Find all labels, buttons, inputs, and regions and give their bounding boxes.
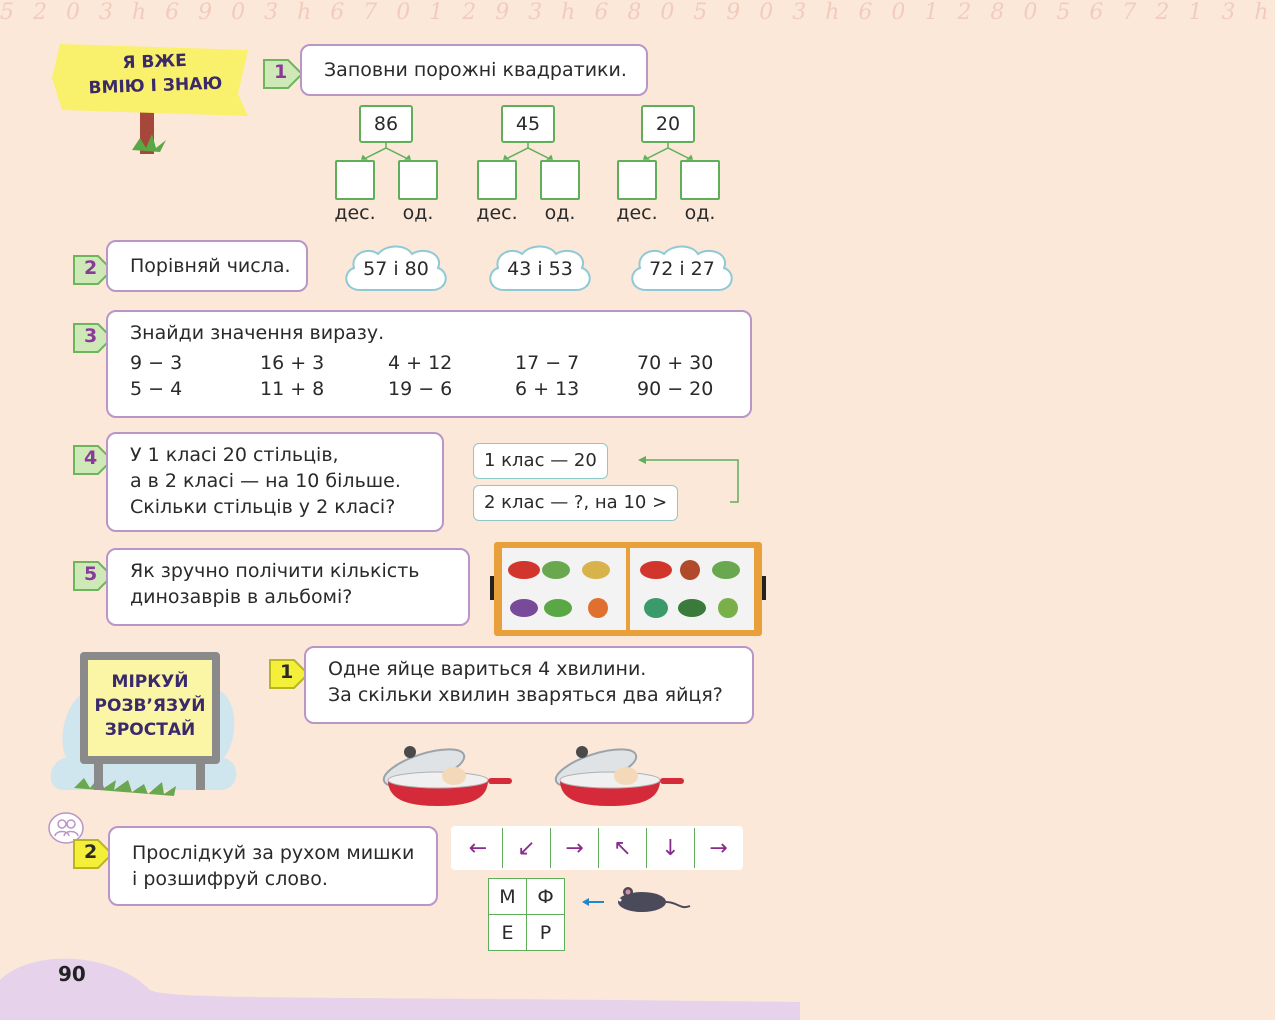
task-number-tag: 2: [72, 252, 112, 284]
expression: 17 − 7: [515, 352, 580, 374]
egg-pot-icon: [536, 738, 696, 808]
header-sign: [52, 44, 252, 154]
compare-cloud: 43 і 53: [484, 242, 596, 296]
task2-card: [106, 240, 308, 292]
puzzle-number-tag: 1: [268, 656, 308, 688]
expression: 5 − 4: [130, 378, 183, 400]
number-box: 45: [501, 105, 555, 143]
puzzle2-line: Прослідкуй за рухом мишки: [132, 842, 415, 864]
short-note-1: 1 клас — 20: [473, 443, 608, 479]
egg-pot-icon: [364, 738, 524, 808]
sign-line-2: ВМІЮ І ЗНАЮ: [88, 73, 223, 99]
expression: 16 + 3: [260, 352, 325, 374]
task-number-tag: 1: [262, 56, 302, 88]
expression: 19 − 6: [388, 378, 453, 400]
task-number-tag: 5: [72, 558, 112, 590]
task1-text: Заповни порожні квадратики.: [324, 59, 627, 81]
tens-answer-box[interactable]: [335, 160, 375, 200]
tens-answer-box[interactable]: [617, 160, 657, 200]
arrow-down-left-icon: ↙: [502, 828, 550, 868]
ones-answer-box[interactable]: [540, 160, 580, 200]
expression: 11 + 8: [260, 378, 325, 400]
number-box: 86: [359, 105, 413, 143]
ones-label: од.: [544, 202, 576, 224]
puzzle1-line: За скільки хвилин зваряться два яйця?: [328, 684, 723, 706]
short-note-2: 2 клас — ?, на 10 >: [473, 485, 678, 521]
task4-line: Скільки стільців у 2 класі?: [130, 496, 396, 518]
footer-wave: [0, 940, 800, 1020]
compare-cloud: 72 і 27: [626, 242, 738, 296]
task3-text: Знайди значення виразу.: [130, 322, 385, 344]
task-number-tag: 3: [72, 320, 112, 352]
page-number: 90: [58, 962, 86, 986]
task-number-tag: 4: [72, 442, 112, 474]
mouse-icon: [582, 880, 692, 916]
arrow-down-icon: ↓: [646, 828, 694, 868]
sign-line-1: Я ВЖЕ: [122, 50, 188, 74]
ones-answer-box[interactable]: [680, 160, 720, 200]
dinosaur-album-image: [490, 542, 766, 636]
task5-line: динозаврів в альбомі?: [130, 586, 353, 608]
puzzle2-card: [108, 826, 438, 906]
background-digits-pattern: 5 2 0 3 h 6 9 0 3 h 6 7 0 1 2 9 3 h 6 8 0 5 9 0 3 h 6 0 1 2 8 0 5 6 7 2 1 3 h: [0, 0, 1275, 25]
task4-line: У 1 класі 20 стільців,: [130, 444, 339, 466]
ones-label: од.: [684, 202, 716, 224]
tens-label: дес.: [334, 202, 376, 224]
puzzle1-card: [304, 646, 754, 724]
task2-text: Порівняй числа.: [130, 255, 291, 277]
arrow-right-icon: →: [694, 828, 742, 868]
expression: 4 + 12: [388, 352, 453, 374]
tens-label: дес.: [616, 202, 658, 224]
task4-card: [106, 432, 444, 532]
arrow-up-left-icon: ↖: [598, 828, 646, 868]
expression: 9 − 3: [130, 352, 183, 374]
arrow-left-icon: ←: [468, 835, 488, 861]
think-sign-line-1: МІРКУЙ: [111, 672, 189, 692]
task4-line: а в 2 класі — на 10 більше.: [130, 470, 401, 492]
tens-answer-box[interactable]: [477, 160, 517, 200]
ones-label: од.: [402, 202, 434, 224]
letter-cell: М: [489, 879, 527, 915]
letter-cell: Е: [489, 915, 527, 951]
expression: 90 − 20: [637, 378, 714, 400]
ones-answer-box[interactable]: [398, 160, 438, 200]
puzzle-number-tag: 2: [72, 836, 112, 868]
think-sign-line-2: РОЗВ’ЯЗУЙ: [94, 696, 206, 716]
expression: 6 + 13: [515, 378, 580, 400]
task5-card: [106, 548, 470, 626]
tens-label: дес.: [476, 202, 518, 224]
compare-cloud: 57 і 80: [340, 242, 452, 296]
think-sign: [44, 640, 244, 800]
bracket-arrow-icon: [630, 448, 740, 508]
think-sign-line-3: ЗРОСТАЙ: [104, 720, 196, 740]
arrow-right-icon: →: [550, 828, 598, 868]
letter-cell: Р: [527, 915, 565, 951]
puzzle2-line: і розшифруй слово.: [132, 868, 328, 890]
number-box: 20: [641, 105, 695, 143]
puzzle1-line: Одне яйце вариться 4 хвилини.: [328, 658, 647, 680]
letter-cell: Ф: [527, 879, 565, 915]
expression: 70 + 30: [637, 352, 714, 374]
task5-line: Як зручно полічити кількість: [130, 560, 420, 582]
task1-card: [300, 44, 648, 96]
